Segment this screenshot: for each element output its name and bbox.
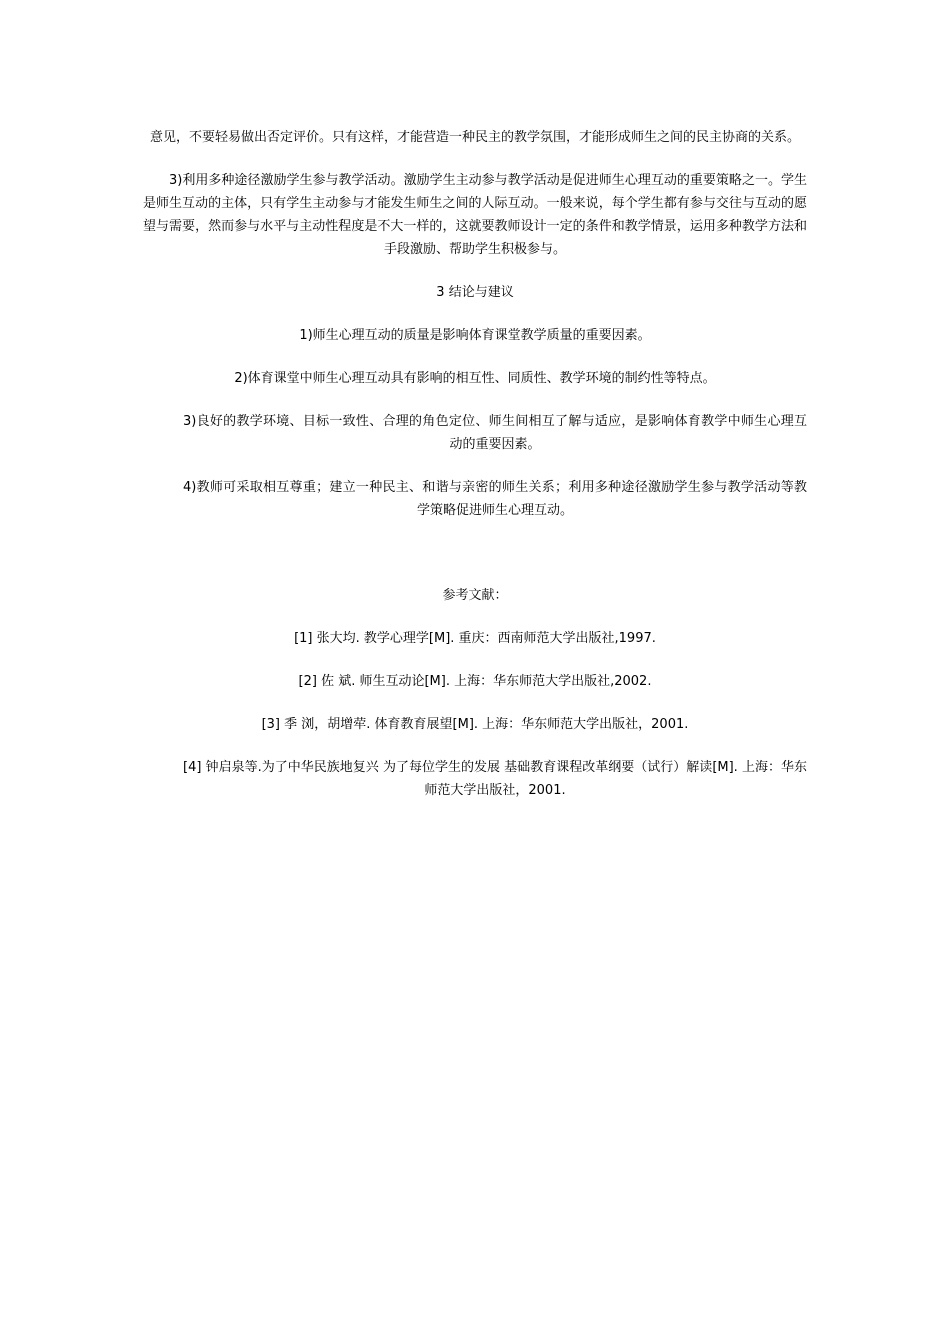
paragraph-strategy-3: 3)利用多种途径激励学生参与教学活动。激励学生主动参与教学活动是促进师生心理互动的重要策略之一。学生是师生互动的主体，只有学生主动参与才能发生师生之间的人际互动。一般来说，每个学生都有参与交往与互动的愿望与需要，然而参与水平与主动性程度是不大一样的，这就要教师设计一定的条件和教学情景，运用多种教学方法和手段激励、帮助学生积极参与。 xyxy=(143,173,807,257)
reference-item-1: [1] 张大均. 教学心理学[M]. 重庆：西南师范大学出版社,1997. xyxy=(294,631,656,646)
conclusion-item-4: 4)教师可采取相互尊重；建立一种民主、和谐与亲密的师生关系；利用多种途径激励学生参与教学活动等教学策略促进师生心理互动。 xyxy=(183,480,807,518)
section-spacer xyxy=(143,542,807,584)
conclusion-item-1: 1)师生心理互动的质量是影响体育课堂教学质量的重要因素。 xyxy=(299,328,651,343)
reference-item-2: [2] 佐 斌. 师生互动论[M]. 上海：华东师范大学出版社,2002. xyxy=(298,674,652,689)
paragraph-continuation: 意见，不要轻易做出否定评价。只有这样，才能营造一种民主的教学氛围，才能形成师生之间的民主协商的关系。 xyxy=(149,130,800,145)
reference-item-3: [3] 季 浏，胡增荦. 体育教育展望[M]. 上海：华东师范大学出版社，2001. xyxy=(261,717,689,732)
document-page xyxy=(143,126,807,822)
conclusion-item-3: 3)良好的教学环境、目标一致性、合理的角色定位、师生间相互了解与适应，是影响体育教学中师生心理互动的重要因素。 xyxy=(183,414,807,452)
section-heading-conclusions: 3 结论与建议 xyxy=(436,285,514,300)
reference-item-4: [4] 钟启泉等.为了中华民族地复兴 为了每位学生的发展 基础教育课程改革纲要（试行）解读[M]. 上海：华东师范大学出版社，2001. xyxy=(183,760,807,798)
references-heading: 参考文献： xyxy=(442,588,508,603)
conclusion-item-2: 2)体育课堂中师生心理互动具有影响的相互性、同质性、教学环境的制约性等特点。 xyxy=(234,371,716,386)
